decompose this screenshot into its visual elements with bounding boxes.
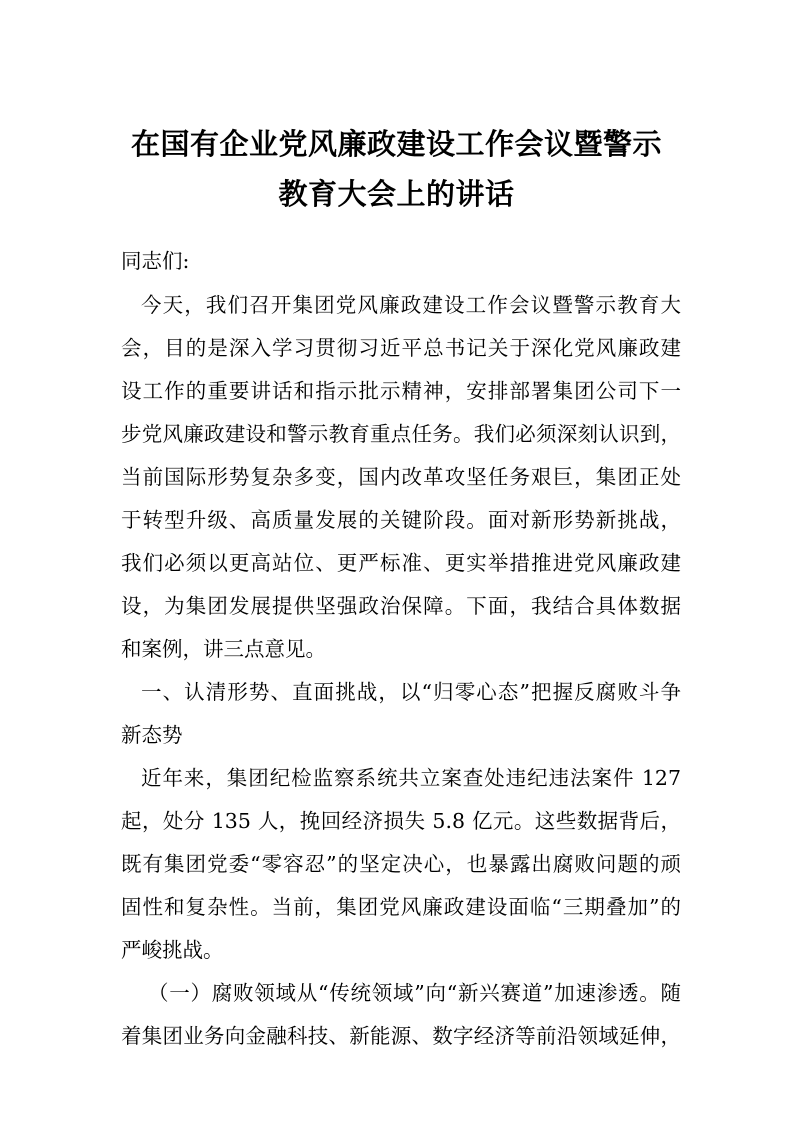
- body-line: 会，目的是深入学习贯彻习近平总书记关于深化党风廉政建: [121, 336, 681, 360]
- body-line: 近年来，集团纪检监察系统共立案查处违纪违法案件 127: [141, 766, 681, 790]
- body-line: 步党风廉政建设和警示教育重点任务。我们必须深刻认识到，: [121, 422, 681, 446]
- body-line: 着集团业务向金融科技、新能源、数字经济等前沿领域延伸，: [121, 1024, 681, 1048]
- section-heading: 一、认清形势、直面挑战，以“归零心态”把握反腐败斗争: [141, 680, 681, 704]
- body-line: 和案例，讲三点意见。: [121, 637, 326, 661]
- document-title-line-2: 教育大会上的讲话: [278, 177, 515, 211]
- body-line: 严峻挑战。: [121, 938, 224, 962]
- document-title-line-1: 在国有企业党风廉政建设工作会议暨警示: [130, 127, 662, 161]
- body-line: 设，为集团发展提供坚强政治保障。下面，我结合具体数据: [121, 594, 681, 618]
- section-heading: 新态势: [121, 723, 183, 747]
- body-line: 起，处分 135 人，挽回经济损失 5.8 亿元。这些数据背后，: [121, 809, 681, 833]
- salutation: 同志们:: [121, 249, 190, 273]
- body-line: 设工作的重要讲话和指示批示精神，安排部署集团公司下一: [121, 379, 681, 403]
- body-line: 于转型升级、高质量发展的关键阶段。面对新形势新挑战，: [121, 508, 681, 532]
- body-line: 既有集团党委“零容忍”的坚定决心，也暴露出腐败问题的顽: [121, 852, 681, 876]
- body-line: 固性和复杂性。当前，集团党风廉政建设面临“三期叠加”的: [121, 895, 681, 919]
- body-line: 今天，我们召开集团党风廉政建设工作会议暨警示教育大: [141, 293, 681, 317]
- body-line: 当前国际形势复杂多变，国内改革攻坚任务艰巨，集团正处: [121, 465, 681, 489]
- subsection-heading: （一）腐败领域从“传统领域”向“新兴赛道”加速渗透。随: [148, 981, 681, 1005]
- body-line: 我们必须以更高站位、更严标准、更实举措推进党风廉政建: [121, 551, 681, 575]
